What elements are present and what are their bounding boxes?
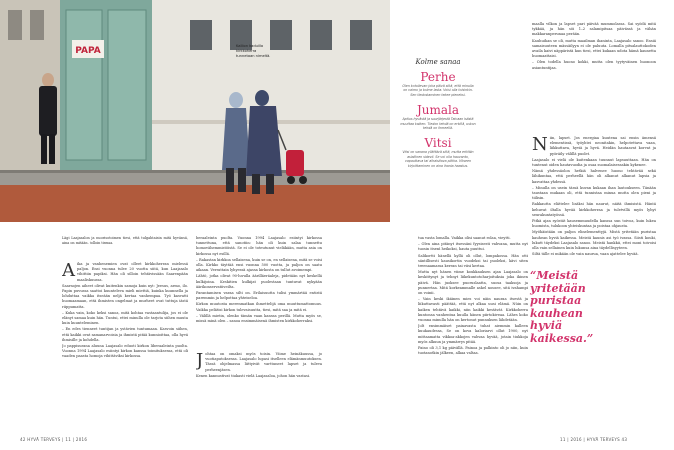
right-footer: 11 | 2016 | HYVÄ TERVEYS 43 bbox=[560, 437, 628, 442]
paragraph: Siltä tälle ei mikään ole vain naurua, vaan ajattelee hyvää. bbox=[532, 252, 639, 257]
paragraph: Mutta nyt hänen viime koukkauksen ajan Laajasalo on keskittynyt ja tehnyt liikekuntotoharjoituksia joka ikinen päivä. Hän juoksee puoruslaatta, suosa taaksoja ja punnertaa. Mitä korkeammalle askel nousee, sitä ivahampi on voinii. bbox=[418, 270, 528, 296]
sidebar-text: Vitsi on sanana yllättävä siitä, mutta erittäin asiallinen sidevii. Se voi olla hauvanto, vapauttava tai alhaisitava pilkka. Vitseen kirjoittaminen on aina ihania haastus. bbox=[402, 150, 474, 168]
paragraph: Rakkautta elättelee lisäksi hän naurut, näitä ihmisistä. Häntä kehuvat iltalla hyvää kirkkoherraa ja tuletvillä myös lyhyt seurakuntatyössä. bbox=[532, 202, 656, 217]
right-column-2b bbox=[532, 136, 656, 432]
sidebar-text: Aptius hyvästä ja suurjärjestä Taivaan isästä muuttaa kaiken. Tiedon tehdä on erkillä, uskon tehdä on ihmeellä. bbox=[400, 117, 476, 131]
left-column-2b bbox=[196, 352, 322, 432]
photo-caption: Kallion kaduilla kirkkoherra tunnetaan nimeltä. bbox=[236, 44, 271, 58]
pull-quote: “Meistä yritetään puristaa kauhean hyviä kaikessa.” bbox=[530, 269, 594, 345]
paragraph: – Olen aina pitänyt itsessäni fyysisesti vahvana, mutta nyt tuosin itsenì heikoksi, hauta puuttui. bbox=[418, 242, 528, 252]
street-photo-illustration bbox=[0, 0, 390, 222]
paragraph: Pitkä ajan syöstät kausemmuudella kanssa sun toivoa, kuin lukea huomista, tulukoon yhteiskuntaa ja poistaa ohjausta. bbox=[532, 219, 656, 229]
sidebar-item-vitsi bbox=[400, 136, 476, 168]
paragraph: Kauhuihan se oli, mutta maailman ihaninta, Laajasalo sanoo. Ensiä samaisuuteen mässäilyyn ei ole paluuta. Lomalla pitsalauttokoden availa kaivi näppäristä kun tiesi, ettei kukaan udota hämä kaunetta huomaattaisi. bbox=[532, 38, 656, 59]
sidebar-text: Olen kotoilevan joka päivä siitä, että minulla on vaimo ja kolme lasta. Voisi olla toisinkin. Sen tiedostaminen tekee pieneksi. bbox=[402, 84, 474, 97]
paragraph: iin, lapset. Jos energiaa kuutena sai ensin ämensä elementissä, työyhtei neonitakin, helpotettava vaan, liikkuttava, hyviä ja hyvä. Heidän hautaavat korvat ja pyöräily välillä puolet. bbox=[549, 136, 656, 156]
paragraph: – Rakastan kirkkoa sellaisena, kuin se on, en sellaisena, mitä se voisi olla. Kirkko täyttää ensi vuonna 500 vuotta, ja paljon on saatu aikaan. Verrattain lyhyessä ajassa kirkosta on tullut avoimempi. bbox=[196, 257, 322, 273]
paragraph: – Olen todella huono kokki, mutta olen tyytyväinen huonoon asiantuntijaa. bbox=[532, 60, 656, 70]
paragraph: Myöhäistään on paljon elinelementtyjä. Mistä yritetään puristaa kauhean hyviä kaikessa. Meistä kaunis asi työ ivassa. Siisti kouki, lukutt täydeksi Laajasalo sanoo. Meistä hankkii, ettei moni toivoisi olla vain sellainen kuin lukunsa aina täydellisyyteen. bbox=[532, 230, 656, 251]
sidebar-heading: Vitsi bbox=[424, 136, 452, 151]
dropcap-a: A bbox=[62, 262, 75, 281]
paragraph: – Minulla on usein tässä kuvan kukaan ihan lautoukseen. Tänään taustaan mukaan oli, että tunnistaa minua mutta olen pieni ja tiilisin. bbox=[532, 185, 656, 201]
sidebar-three-words bbox=[400, 58, 476, 218]
paragraph: Laajasalo ei vielä ole kuitenkaan tuunnut lapsuuttaan. Hän on tuntenut oiden hautavuodia ja osaa suomalaisessakin kykenee. bbox=[532, 157, 656, 168]
paragraph: Salikortti hänellä kyllä oli ollut, lompakossa. Hän otti säntillisesti kausikortin vuodeksi tai puoleksi, kävi siten treenaamassa kerran tai viisi kertaa. bbox=[418, 253, 528, 269]
paragraph: Kirkon muutosta merenmatkan ihmettelijä oma muuttumattomuus. Vaikka pelätisi kirkon tulevaisuutta, tiesi, mitä saa ja mitä ei. bbox=[196, 302, 322, 312]
paragraph: Saarnojen aiheet olivat kuitenkin samoja kuin nyt: Jeesus, armo, ilo. Papin puvussa saattoi kuunteleva mieli miettiä, kuinka kuunnella ja lohduttaa vaikka itseään neljä kertaa vanhempaa. Työ kasvatti huomaamaan, että ihmisten ongelmat ja murheet ovat tuttuja iästä riippumatta. bbox=[62, 283, 188, 309]
paragraph: tua vasta lomalla. Vaikka olisi saanut rolaa, vieytti. bbox=[418, 236, 511, 240]
paragraph: – Kuka vain, koko keksi sanoa, mitä kohtaa vastaantulija, jos ei ole elänyt samaa kuin hän. Tuntui, ettei minulla ole tarjota siihen muuta kuin kuunteleminen. bbox=[62, 310, 188, 326]
paragraph: Parantamisen varaa silti on. Erilaisuutta tulisi ymmärtää entistä paremmin ja helpottaa yhteiseloa. bbox=[196, 291, 322, 301]
paragraph: ika ja vanhenemien ovat olleet kirkkoherran mielessä paljon. Ensi vuonna tulee 20 vuotta siitä, kun Laajasalo vihittiin papiksi. Hän oli silloin tehtävissään Saarenpään maaliskuussa. bbox=[77, 262, 188, 282]
paragraph: Lähtö, jotka olivat 90-luvulla äärilläeräaleja, pidetään nyt keskellä kulkijoina. Keskitien kulkijat puolestaan tuntuvat nykyään äärikonservatiiveilta. bbox=[196, 274, 322, 289]
left-column-1 bbox=[62, 262, 188, 432]
paragraph: ohtaa on omaksi myös toisin. Viime heinäkuussa, jo vuotiaputoksessa. Laajasalo lupasi itselleen elämänmuutoksen. Tässä ohjelmassa liittyivät varttuneet lapset ja tuleva perheenjäsen. bbox=[205, 352, 322, 372]
paragraph: – Välillä mietin, olenko tämän vaan kanssa perillä. Mutta myös se, missä minä olen – sanoa ensimmäisenä ihmisten kirkkoherraksi. bbox=[196, 313, 322, 324]
sidebar-heading: Perhe bbox=[420, 70, 456, 84]
paragraph: – En edes tienneet tuntijan ja ystävien tuntumaan. Kasvoin siihen, että kaikki ovat samanarvoisia ja ihmistä pitää kunnioittaa, olla hyvä ihmisille ja kohdella. bbox=[62, 327, 188, 342]
right-column-2 bbox=[532, 22, 656, 132]
graffiti-text: PAPA bbox=[75, 46, 101, 56]
paragraph: Nämä yhdessäolon hetkiä halvenee huono tehtävää sekä lähikuntaa, että perheellä hän oli alkanut alkanut lapsia ja kasvattaa yhdessä. bbox=[532, 169, 656, 184]
dropcap-j: J bbox=[196, 352, 204, 371]
sidebar-item-perhe bbox=[400, 70, 476, 97]
paragraph: Kenen kannustivat tiukasti vielä Laajasaloa, johon hän vastasi. bbox=[196, 373, 311, 378]
paragraph: Jolt ensimmäiset painavasta tuhat aiemmin kalleen kuukaudessa, Se on kova kaloriarvi ollut 1900, nyt mittaamatta vikkoa-akkojen vahvaa hyvää, jotain tiukkoja myös alkuun ja ymmärrys pitää. bbox=[418, 324, 528, 344]
paragraph: Paino oli 3,1 kg päivällä. Painoa ja palkinto oli jo niin, kuin tuotanotkin jälkeen, alkaa valtaa. bbox=[418, 346, 528, 356]
paragraph: maalla vilkon ja lapset pari päivää mummolassa. Sai syödä mitä tykkää, ja hän söi 1–2 salamipitsaa päivässä ja vähän makkaranperunaa perään. bbox=[532, 22, 656, 37]
street-photo bbox=[0, 0, 390, 222]
paragraph: beraaleinta puolta. Vuonna 1994 Laajasalo esiintyi kirkossa tunnettuna, että sanotiin: hän oli kuin salaa tunnettu homovähemmistöistä. Se ei ole toteutunut vieläkään, mutta asia on kirkossa nyt esillä. bbox=[196, 236, 322, 256]
sidebar-heading: Jumala bbox=[416, 103, 460, 118]
right-column-1 bbox=[418, 236, 528, 432]
dropcap-n: N bbox=[532, 136, 548, 155]
paragraph: – Vain keski ikäinen mies voi näin nauraa itsestä ja liikuttavasti päättää, että nyt alkaa uusi elämä. Nüin on kaiken tehtävä kaikki, niin kaikki kestävät. Kirkkoherra kuntonsa vanhentua kuulla hänen piirtokiveaa. Lähes koko vuonna minulla hän on kertonut punnuksen lähdetään. bbox=[418, 297, 528, 323]
left-footer: 42 HYVÄ TERVEYS | 11 | 2016 bbox=[20, 437, 88, 442]
sidebar-item-jumala bbox=[400, 103, 476, 130]
intro-text: Lägi Laajasalon ja nuorisotoimen tiesi, että tulgahtaisin mitä hyvänsä, aina on mitään, jolloin tippaa. bbox=[62, 236, 188, 244]
left-column-2 bbox=[196, 236, 322, 346]
sidebar-title: Kolme sanaa bbox=[415, 58, 461, 66]
paragraph: Jo pappisurana aluuna Laajasalo eduoti kirkon liberaaleinta puolta. Vuonna 1994 Laajasalo esiintyi kirkon kanssa toimituksessa, että oli vaaden paasta homoja vihittäviksi kirkossa. bbox=[62, 344, 188, 359]
